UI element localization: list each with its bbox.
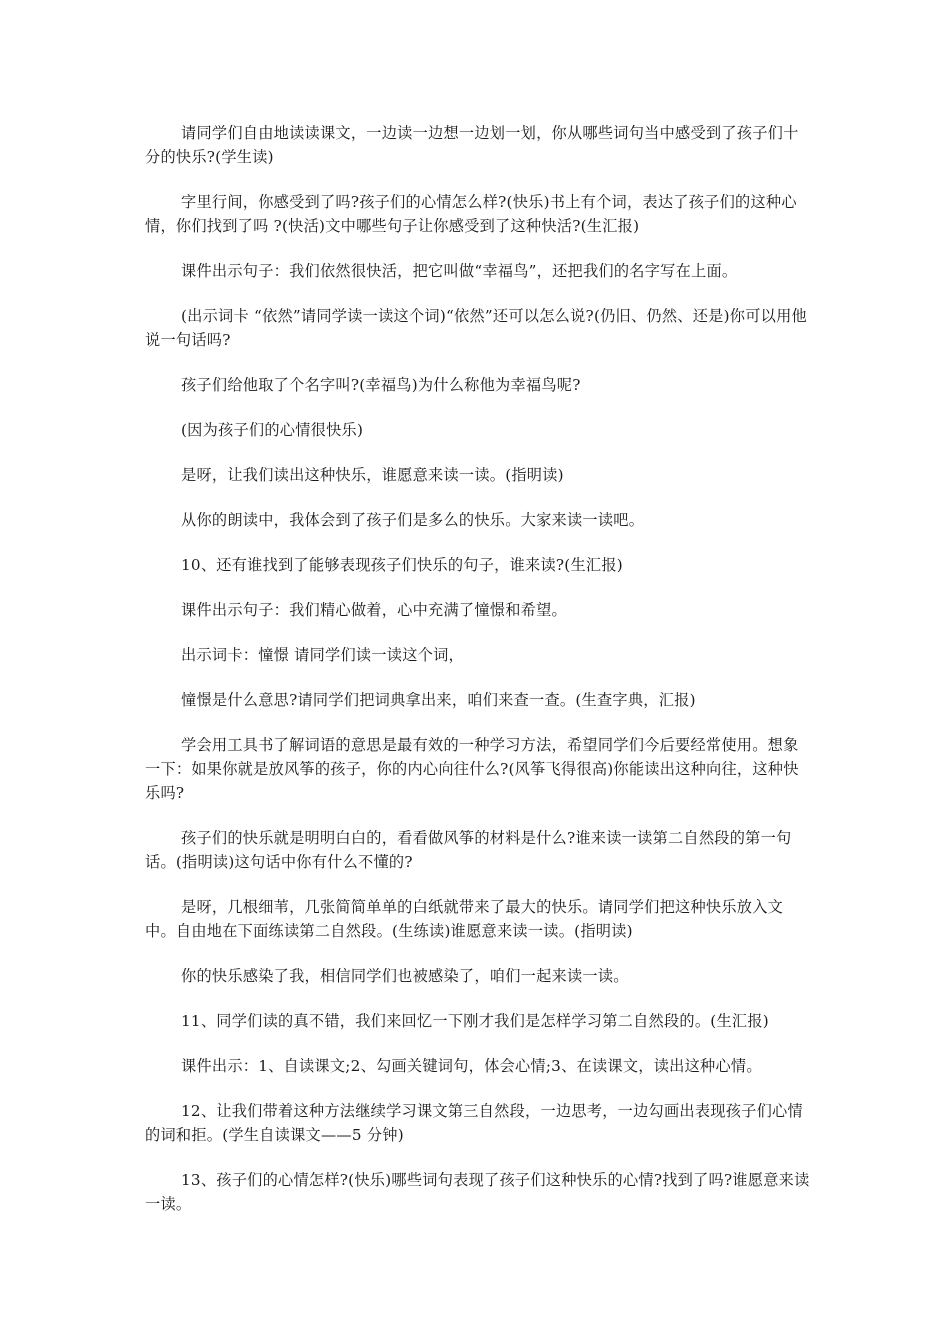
paragraph: 是呀，几根细苇，几张简简单单的白纸就带来了最大的快乐。请同学们把这种快乐放入文中。自由地在下面练读第二自然段。(生练读)谁愿意来读一读。(指明读): [145, 898, 784, 940]
paragraph: 是呀，让我们读出这种快乐，谁愿意来读一读。(指明读): [181, 466, 564, 484]
paragraph: 你的快乐感染了我，相信同学们也被感染了，咱们一起来读一读。: [181, 967, 629, 985]
paragraph: 课件出示句子：我们依然很快活，把它叫做“幸福鸟”，还把我们的名字写在上面。: [181, 262, 738, 280]
paragraph: 憧憬是什么意思?请同学们把词典拿出来，咱们来查一查。(生查字典，汇报): [181, 691, 696, 709]
paragraph: 学会用工具书了解词语的意思是最有效的一种学习方法，希望同学们今后要经常使用。想象一下：如果你就是放风筝的孩子，你的内心向往什么?(风筝飞得很高)你能读出这种向往，这种快乐吗?: [145, 736, 799, 802]
paragraph: 11、同学们读的真不错，我们来回忆一下刚才我们是怎样学习第二自然段的。(生汇报): [181, 1012, 769, 1030]
document-body: [145, 121, 810, 1237]
paragraph: 10、还有谁找到了能够表现孩子们快乐的句子，谁来读?(生汇报): [181, 556, 623, 574]
paragraph: (因为孩子们的心情很快乐): [181, 421, 364, 439]
paragraph: 12、让我们带着这种方法继续学习课文第三自然段，一边思考，一边勾画出表现孩子们心情的词和拒。(学生自读课文——5 分钟): [145, 1102, 803, 1144]
paragraph: 孩子们的快乐就是明明白白的，看看做风筝的材料是什么?谁来读一读第二自然段的第一句话。(指明读)这句话中你有什么不懂的?: [145, 829, 792, 871]
paragraph: 字里行间，你感受到了吗?孩子们的心情怎么样?(快乐)书上有个词，表达了孩子们的这种心情，你们找到了吗 ?(快活)文中哪些句子让你感受到了这种快活?(生汇报): [145, 193, 797, 235]
paragraph: 课件出示句子：我们精心做着，心中充满了憧憬和希望。: [181, 601, 567, 619]
paragraph: (出示词卡 “依然”请同学读一读这个词)“依然”还可以怎么说?(仍旧、仍然、还是)你可以用他说一句话吗?: [145, 307, 807, 349]
paragraph: 出示词卡：憧憬 请同学们读一读这个词，: [181, 646, 464, 664]
paragraph: 13、孩子们的心情怎样?(快乐)哪些词句表现了孩子们这种快乐的心情?找到了吗?谁愿意来读一读。: [145, 1171, 810, 1213]
paragraph: 请同学们自由地读读课文，一边读一边想一边划一划，你从哪些词句当中感受到了孩子们十分的快乐?(学生读): [145, 124, 799, 166]
paragraph: 课件出示：1、自读课文;2、勾画关键词句，体会心情;3、在读课文，读出这种心情。: [181, 1057, 762, 1075]
paragraph: 孩子们给他取了个名字叫?(幸福鸟)为什么称他为幸福鸟呢?: [181, 376, 581, 394]
paragraph: 从你的朗读中，我体会到了孩子们是多么的快乐。大家来读一读吧。: [181, 511, 645, 529]
